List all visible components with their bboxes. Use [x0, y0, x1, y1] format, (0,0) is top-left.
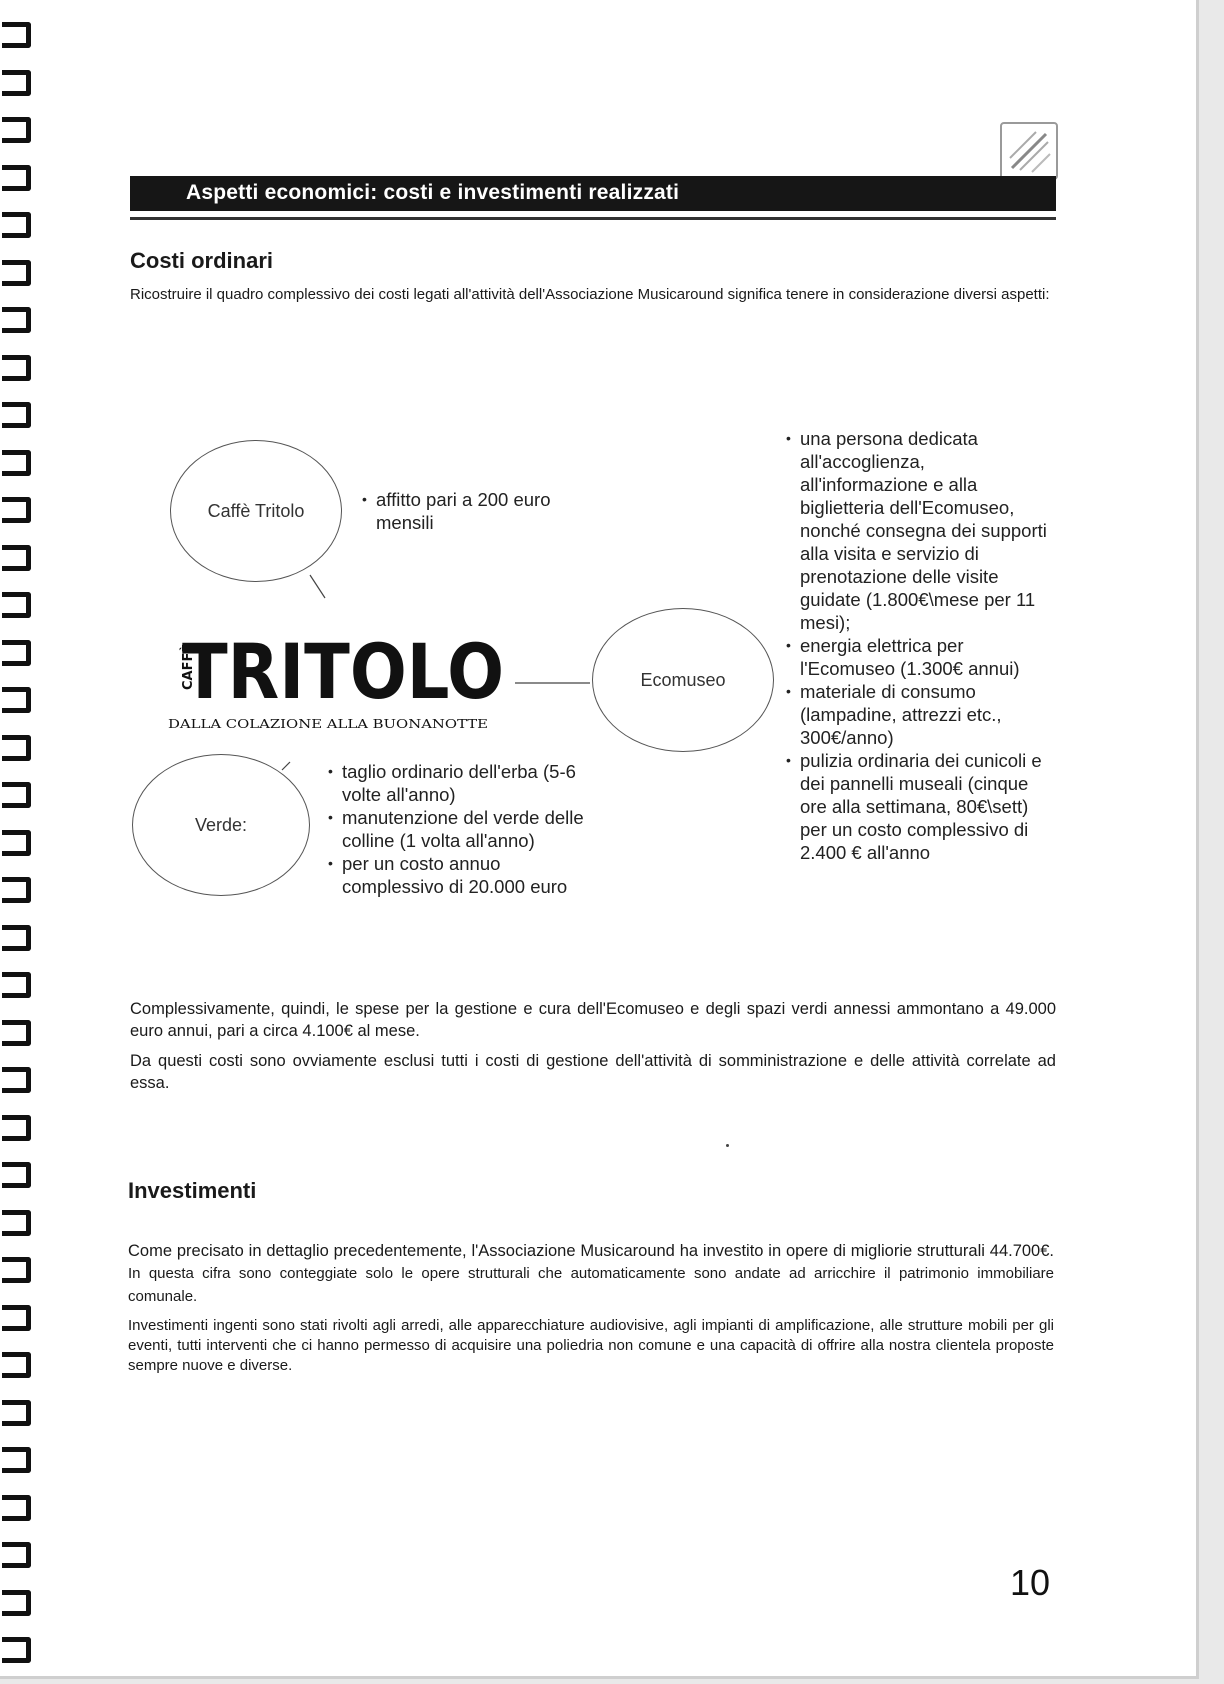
- spiral-ring: [2, 1495, 31, 1521]
- list-item: • energia elettrica per l'Ecomuseo (1.300€ annui): [786, 634, 1056, 680]
- logo-main-text: TRITOLO: [182, 627, 504, 716]
- spiral-ring: [2, 1210, 31, 1236]
- spiral-ring: [2, 1162, 31, 1188]
- spiral-ring: [2, 782, 31, 808]
- caffe-tritolo-logo: [150, 620, 510, 735]
- spiral-ring: [2, 1020, 31, 1046]
- spiral-ring: [2, 1590, 31, 1616]
- spiral-ring: [2, 687, 31, 713]
- caffe-tritolo-bubble: [170, 440, 342, 582]
- caffe-costs-list: [362, 488, 602, 534]
- investimenti-paragraph-1: [128, 1240, 1054, 1308]
- investimenti-paragraph-2: Investimenti ingenti sono stati rivolti agli arredi, alle apparecchiature audiovisive, agli impianti di amplificazione, alle strutture mobili per gli eventi, tutti interventi che ci hanno permesso di acquisire una poliedria non comune e una capacità di offrire alla nostra clientela proposte sempre nuove e diverse.: [128, 1317, 1054, 1374]
- spiral-ring: [2, 402, 31, 428]
- costi-intro: Ricostruire il quadro complessivo dei costi legati all'attività dell'Associazione Musicaround significa tenere in considerazione diversi aspetti:: [130, 286, 1050, 303]
- spiral-ring: [2, 355, 31, 381]
- ecomuseo-label: Ecomuseo: [640, 669, 726, 690]
- spiral-ring: [2, 592, 31, 618]
- verde-label: Verde:: [194, 814, 248, 835]
- spiral-ring: [2, 1305, 31, 1331]
- spiral-ring: [2, 1352, 31, 1378]
- spiral-ring: [2, 735, 31, 761]
- verde-costs-list: [328, 760, 598, 898]
- list-item: • una persona dedicata all'accoglienza, all'informazione e alla biglietteria dell'Ecomuseo, nonché consegna dei supporti alla visita e servizio di prenotazione delle visite guidate (1.800€\mese per 11 mesi);: [786, 427, 1056, 634]
- list-item: • materiale di consumo (lampadine, attrezzi etc., 300€/anno): [786, 680, 1056, 749]
- stray-mark: [726, 1144, 729, 1147]
- spiral-ring: [2, 165, 31, 191]
- spiral-ring: [2, 1447, 31, 1473]
- costi-heading: Costi ordinari: [130, 248, 274, 273]
- spiral-ring: [2, 1637, 31, 1663]
- spiral-ring: [2, 260, 31, 286]
- spiral-ring: [2, 117, 31, 143]
- list-item: • taglio ordinario dell'erba (5-6 volte all'anno): [328, 760, 598, 806]
- logo-tagline: DALLA COLAZIONE ALLA BUONANOTTE: [168, 716, 488, 731]
- section-title: Aspetti economici: costi e investimenti realizzati: [186, 181, 680, 204]
- list-item: • manutenzione del verde delle colline (1 volta all'anno): [328, 806, 598, 852]
- list-item: • affitto pari a 200 euro mensili: [362, 488, 602, 534]
- logo-side-text: CAFFÈ: [181, 643, 196, 690]
- list-item: • pulizia ordinaria dei cunicoli e dei pannelli museali (cinque ore alla settimana, 80€\sett) per un costo complessivo di 2.400 € all'anno: [786, 749, 1056, 864]
- spiral-ring: [2, 925, 31, 951]
- verde-bubble: [132, 754, 310, 896]
- spiral-ring: [2, 1400, 31, 1426]
- investimenti-text-1b: In questa cifra sono conteggiate solo le opere strutturali che automaticamente sono andate ad arricchire il patrimonio immobiliare comunale.: [128, 1265, 1054, 1305]
- ecomuseo-bubble: [592, 608, 774, 752]
- spiral-ring: [2, 1257, 31, 1283]
- spiral-ring: [2, 22, 31, 48]
- spiral-ring: [2, 640, 31, 666]
- spiral-ring: [2, 877, 31, 903]
- spiral-ring: [2, 450, 31, 476]
- summary-paragraph-1: Complessivamente, quindi, le spese per la gestione e cura dell'Ecomuseo e degli spazi verdi annessi ammontano a 49.000 euro annui, pari a circa 4.100€ al mese.: [130, 1000, 1056, 1040]
- spiral-binding: [0, 0, 40, 1684]
- investimenti-heading: Investimenti: [128, 1178, 257, 1203]
- spiral-ring: [2, 497, 31, 523]
- spiral-ring: [2, 212, 31, 238]
- ecomuseo-costs-list: [786, 427, 1056, 864]
- spiral-ring: [2, 70, 31, 96]
- spiral-ring: [2, 1115, 31, 1141]
- spiral-ring: [2, 830, 31, 856]
- page-number: 10: [1010, 1562, 1051, 1603]
- list-item: • per un costo annuo complessivo di 20.000 euro: [328, 852, 598, 898]
- spiral-ring: [2, 972, 31, 998]
- caffe-tritolo-label: Caffè Tritolo: [207, 500, 305, 521]
- spiral-ring: [2, 307, 31, 333]
- investimenti-text-1a: Come precisato in dettaglio precedentemente, l'Associazione Musicaround ha investito in opere di migliorie strutturali 44.700€.: [128, 1242, 1054, 1260]
- spiral-ring: [2, 1542, 31, 1568]
- spiral-ring: [2, 1067, 31, 1093]
- summary-paragraph-2: Da questi costi sono ovviamente esclusi tutti i costi di gestione dell'attività di somministrazione e delle attività correlate ad essa.: [130, 1052, 1056, 1092]
- spiral-ring: [2, 545, 31, 571]
